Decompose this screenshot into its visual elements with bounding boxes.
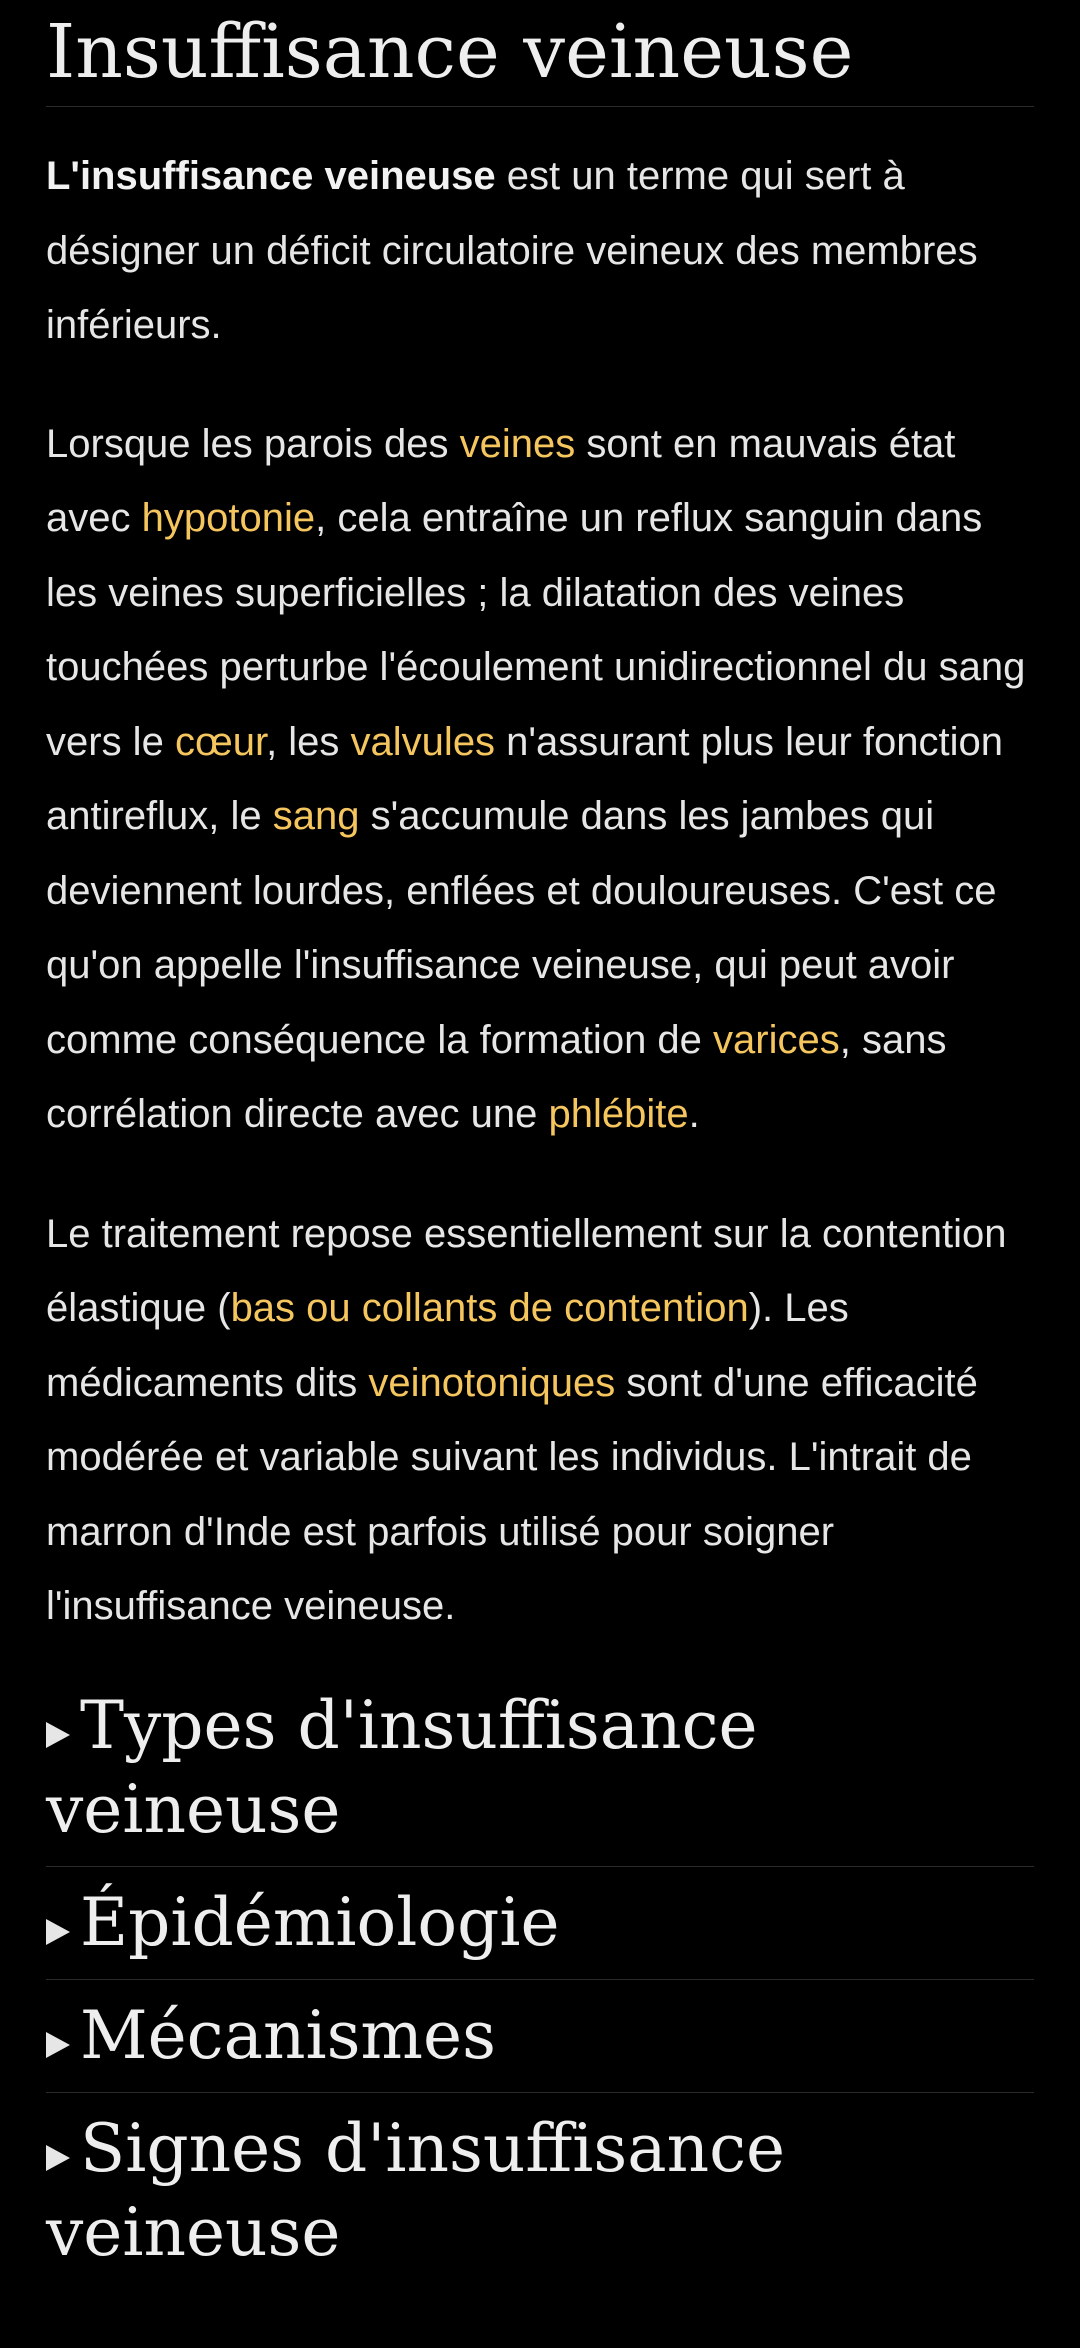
link-sang[interactable]: sang bbox=[272, 794, 360, 838]
text-span: Le traitement repose essentiellement sur la contention élastique ( bbox=[46, 1211, 1007, 1330]
triangle-right-icon bbox=[46, 1722, 70, 1748]
text-span: , cela entraîne un reflux sanguin dans les veines superficielles ; la dilatation des veines touchées perturbe l'écoulement unidirectionnel du sang vers le bbox=[46, 496, 1026, 764]
article-page bbox=[0, 8, 1080, 2348]
collapsible-sections bbox=[46, 1684, 1034, 2289]
section-mecanismes[interactable] bbox=[46, 1994, 1034, 2093]
section-epidemiologie[interactable] bbox=[46, 1881, 1034, 1980]
intro-paragraph-2 bbox=[46, 407, 1034, 1152]
text-span: sont en mauvais état avec bbox=[46, 421, 956, 540]
link-bas-contention[interactable]: bas ou collants de contention bbox=[230, 1286, 749, 1330]
link-hypotonie[interactable]: hypotonie bbox=[141, 496, 316, 540]
text-span: sont d'une efficacité modérée et variable suivant les individus. L'intrait de marron d'Inde est parfois utilisé pour soigner l'insuffisance veineuse. bbox=[46, 1360, 978, 1628]
section-signes[interactable] bbox=[46, 2107, 1034, 2289]
text-span: , les bbox=[266, 719, 351, 764]
intro-paragraph-3 bbox=[46, 1197, 1034, 1644]
link-coeur[interactable]: cœur bbox=[174, 719, 267, 764]
text-span: . bbox=[688, 1092, 700, 1136]
text-span: est un terme qui sert à désigner un déficit circulatoire veineux des membres inférieurs. bbox=[46, 154, 978, 347]
text-span: Lorsque les parois des bbox=[46, 421, 460, 466]
text-span: s'accumule dans les jambes qui deviennent lourdes, enflées et douloureuses. C'est ce qu'on appelle l'insuffisance veineuse, qui peut avoir comme conséquence la formation de bbox=[46, 794, 997, 1062]
page-title: Insuffisance veineuse bbox=[46, 8, 1034, 107]
text-span: n'assurant plus leur fonction antireflux, le bbox=[46, 719, 1003, 838]
link-valvules[interactable]: valvules bbox=[350, 719, 496, 764]
intro-paragraph-1 bbox=[46, 139, 1034, 363]
section-types[interactable] bbox=[46, 1684, 1034, 1867]
link-phlebite[interactable]: phlébite bbox=[548, 1092, 689, 1136]
link-varices[interactable]: varices bbox=[713, 1017, 840, 1062]
triangle-right-icon bbox=[46, 2145, 70, 2171]
triangle-right-icon bbox=[46, 1919, 70, 1945]
link-veines[interactable]: veines bbox=[459, 421, 576, 466]
section-label: Types d'insuffisance veineuse bbox=[46, 1686, 758, 1848]
bold-term: L'insuffisance veineuse bbox=[46, 154, 496, 198]
section-label: Signes d'insuffisance veineuse bbox=[46, 2109, 786, 2271]
section-label: Épidémiologie bbox=[80, 1883, 560, 1961]
triangle-right-icon bbox=[46, 2032, 70, 2058]
text-span: , sans corrélation directe avec une bbox=[46, 1017, 947, 1136]
section-label: Mécanismes bbox=[80, 1996, 496, 2074]
text-span: ). Les médicaments dits bbox=[46, 1286, 849, 1405]
link-veinotoniques[interactable]: veinotoniques bbox=[368, 1360, 616, 1405]
